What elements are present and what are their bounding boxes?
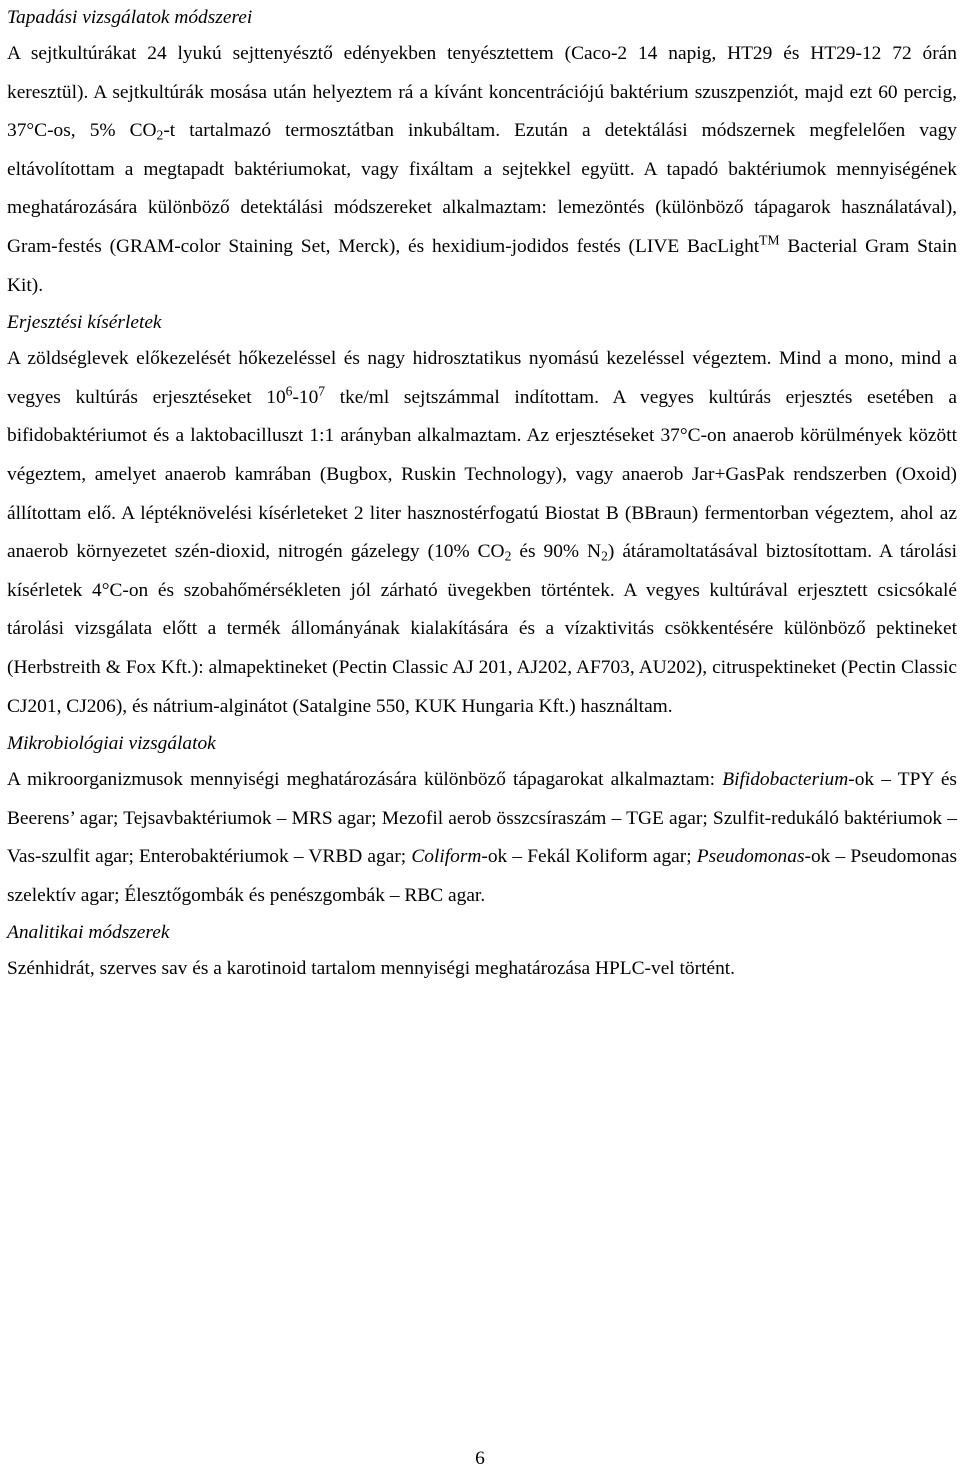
section-paragraph — [7, 950, 957, 989]
section-paragraph — [7, 340, 957, 726]
sup-text: 6 — [285, 383, 293, 399]
italic-term: Coliform — [411, 846, 482, 868]
section-paragraph — [7, 761, 957, 915]
sup-text: 7 — [318, 383, 326, 399]
text-run: A sejtkultúrákat 24 lyukú sejttenyésztő edényekben tenyésztettem (Caco-2 14 napig, HT29 és HT29-12 72 órán keresztül). A sejtkultúrák mosása után helyeztem rá a kívánt koncentrációjú baktérium szuszpenziót, majd ezt 60 percig, 37°C-os, 5% CO — [7, 43, 957, 142]
italic-term: Bifidobacterium — [722, 769, 849, 791]
section-heading: Erjesztési kísérletek — [7, 312, 162, 334]
section-paragraph — [7, 35, 957, 305]
text-run: -t tartalmazó termosztátban inkubáltam. Ezután a detektálási módszernek megfelelően vagy eltávolítottam a megtapadt baktériumokat, vagy fixáltam a sejtekkel együtt. A tapadó baktériumok mennyiségének meghatározására különböző detektálási módszereket alkalmaztam: lemezöntés (különböző tápagarok használatával), Gram-festés (GRAM-color Staining Set, Merck), és hexidium-jodidos festés (LIVE BacLight — [7, 120, 958, 257]
section-mikrobiologiai — [7, 726, 957, 915]
section-heading: Tapadási vizsgálatok módszerei — [7, 7, 253, 28]
text-run: -ok – Pseudomonas szelektív agar; Élesztőgombák és penészgombák – RBC agar. — [7, 846, 958, 906]
italic-term: Pseudomonas — [696, 846, 805, 868]
text-run: -10 — [292, 386, 319, 408]
document-page — [7, 0, 957, 989]
text-run: tke/ml sejtszámmal indítottam. A vegyes kultúrás erjesztés esetében a bifidobaktériumot és a laktobacilluszt 1:1 arányban alkalmaztam. Az erjesztéseket 37°C-on anaerob körülmények között végeztem, amelyet anaerob kamrában (Bugbox, Ruskin Technology), vagy anaerob Jar+GasPak rendszerben (Oxoid) állítottam elő. A léptéknövelési kísérleteket 2 liter hasznostérfogatú Biostat B (BBraun) fermentorban végeztem, ahol az anaerob környezetet szén-dioxid, nitrogén gázelegy (10% CO — [7, 386, 957, 563]
text-run: A mikroorganizmusok mennyiségi meghatározására különböző tápagarokat alkalmaztam: — [7, 769, 723, 791]
section-analitikai — [7, 915, 957, 989]
sup-text: TM — [759, 232, 780, 248]
sub-text: 2 — [156, 127, 164, 143]
text-run: és 90% N — [511, 541, 602, 563]
sub-text: 2 — [601, 548, 608, 564]
page-number: 6 — [475, 1448, 485, 1469]
text-run: A zöldséglevek előkezelését hőkezeléssel és nagy hidrosztatikus nyomású kezeléssel végeztem. Mind a mono, mind a vegyes kultúrás erjesztéseket 10 — [7, 348, 957, 408]
section-heading: Analitikai módszerek — [7, 922, 170, 944]
text-run: Bacterial Gram Stain Kit). — [7, 235, 957, 296]
text-run: ) átáramoltatásával biztosítottam. A tárolási kísérletek 4°C-on és szobahőmérsékleten jól zárható üvegekben történtek. A vegyes kultúrával erjesztett csicsókalé tárolási vizsgálata előtt a termék állományának kialakítására és a vízaktivitás csökkentésére különböző pektineket (Herbstreith & Fox Kft.): almapektineket (Pectin Classic AJ 201, AJ202, AF703, AU202), citruspektineket (Pectin Classic CJ201, CJ206), és nátrium-alginátot (Satalgine 550, KUK Hungaria Kft.) használtam. — [7, 541, 957, 717]
text-run: -ok – Fekál Koliform agar; — [481, 846, 697, 868]
sub-text: 2 — [504, 548, 512, 564]
text-run: Szénhidrát, szerves sav és a karotinoid tartalom mennyiségi meghatározása HPLC-vel történt. — [7, 958, 736, 980]
section-tapadasi — [7, 0, 957, 305]
section-erjesztesi — [7, 305, 957, 726]
text-run: -ok – TPY és Beerens’ agar; Tejsavbaktériumok – MRS agar; Mezofil aerob összcsíraszám – TGE agar; Szulfit-redukáló baktériumok – Vas-szulfit agar; Enterobaktériumok – VRBD agar; — [7, 769, 957, 868]
section-heading: Mikrobiológiai vizsgálatok — [7, 733, 216, 755]
